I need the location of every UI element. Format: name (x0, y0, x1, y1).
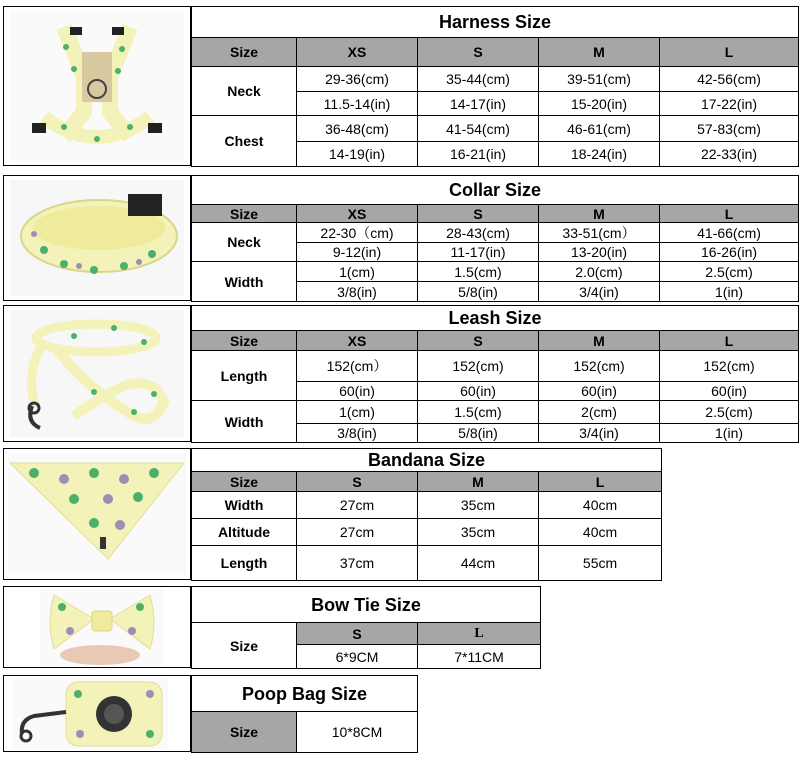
header-m: M (539, 38, 660, 67)
header-xs: XS (297, 331, 418, 351)
header-m: M (539, 331, 660, 351)
cell: 22-33(in) (660, 142, 799, 167)
cell: 57-83(cm) (660, 116, 799, 142)
bandana-size-table (191, 448, 662, 581)
cell: 2.5(cm) (660, 401, 799, 424)
header-xs: XS (297, 38, 418, 67)
row-label-width: Width (192, 401, 297, 443)
harness-title: Harness Size (192, 7, 799, 38)
header-size: Size (192, 331, 297, 351)
cell: 40cm (539, 519, 662, 546)
cell: 3/4(in) (539, 282, 660, 302)
cell: 29-36(cm) (297, 67, 418, 92)
header-s: S (297, 472, 418, 492)
harness-photo-frame (3, 6, 191, 166)
poopbag-photo-frame (3, 675, 191, 752)
cell: 27cm (297, 492, 418, 519)
cell: 60(in) (418, 382, 539, 401)
leash-title: Leash Size (192, 306, 799, 331)
leash-photo-frame (3, 305, 191, 442)
cell: 14-17(in) (418, 92, 539, 116)
cell: 60(in) (660, 382, 799, 401)
row-label-neck: Neck (192, 223, 297, 262)
bowtie-title: Bow Tie Size (192, 587, 541, 623)
cell: 15-20(in) (539, 92, 660, 116)
header-size: Size (192, 205, 297, 223)
cell: 44cm (418, 546, 539, 581)
poopbag-image (4, 676, 190, 751)
header-s: S (418, 205, 539, 223)
header-l: L (660, 205, 799, 223)
bowtie-size-table (191, 586, 541, 669)
poopbag-size-table (191, 675, 418, 753)
leash-image (4, 306, 190, 441)
cell: 3/8(in) (297, 282, 418, 302)
cell: 22-30（cm) (297, 223, 418, 243)
bandana-image (4, 449, 190, 579)
header-size: Size (192, 472, 297, 492)
cell: 55cm (539, 546, 662, 581)
row-label-size: Size (192, 623, 297, 669)
cell: 35cm (418, 519, 539, 546)
cell: 152(cm） (297, 351, 418, 382)
header-size: Size (192, 38, 297, 67)
cell: 3/4(in) (539, 424, 660, 443)
cell: 33-51(cm） (539, 223, 660, 243)
cell: 5/8(in) (418, 424, 539, 443)
cell: 1.5(cm) (418, 262, 539, 282)
leash-size-table (191, 305, 799, 443)
poopbag-title: Poop Bag Size (192, 676, 418, 712)
cell: 2.0(cm) (539, 262, 660, 282)
cell: 60(in) (297, 382, 418, 401)
cell: 35cm (418, 492, 539, 519)
header-l: L (660, 38, 799, 67)
row-label-altitude: Altitude (192, 519, 297, 546)
cell: 1(in) (660, 282, 799, 302)
header-s: S (418, 331, 539, 351)
bandana-title: Bandana Size (192, 449, 662, 472)
harness-size-table (191, 6, 799, 167)
row-label-size: Size (192, 712, 297, 753)
cell: 16-26(in) (660, 243, 799, 262)
collar-title: Collar Size (192, 176, 799, 205)
cell: 6*9CM (297, 645, 418, 669)
cell: 40cm (539, 492, 662, 519)
collar-size-table (191, 175, 799, 302)
cell: 152(cm) (660, 351, 799, 382)
cell: 16-21(in) (418, 142, 539, 167)
header-m: M (539, 205, 660, 223)
cell: 14-19(in) (297, 142, 418, 167)
cell: 37cm (297, 546, 418, 581)
row-label-width: Width (192, 492, 297, 519)
cell: 2.5(cm) (660, 262, 799, 282)
cell: 27cm (297, 519, 418, 546)
cell: 152(cm) (539, 351, 660, 382)
bandana-photo-frame (3, 448, 191, 580)
cell: 1(in) (660, 424, 799, 443)
cell: 2(cm) (539, 401, 660, 424)
cell: 152(cm) (418, 351, 539, 382)
cell: 18-24(in) (539, 142, 660, 167)
cell: 17-22(in) (660, 92, 799, 116)
cell: 13-20(in) (539, 243, 660, 262)
cell: 1(cm) (297, 262, 418, 282)
cell: 36-48(cm) (297, 116, 418, 142)
header-m: M (418, 472, 539, 492)
header-s: S (418, 38, 539, 67)
header-l: L (418, 623, 541, 645)
cell: 9-12(in) (297, 243, 418, 262)
cell: 1.5(cm) (418, 401, 539, 424)
cell: 28-43(cm) (418, 223, 539, 243)
cell: 10*8CM (297, 712, 418, 753)
header-xs: XS (297, 205, 418, 223)
header-l: L (539, 472, 662, 492)
cell: 60(in) (539, 382, 660, 401)
header-s: S (297, 623, 418, 645)
row-label-chest: Chest (192, 116, 297, 167)
harness-image (4, 7, 190, 165)
cell: 3/8(in) (297, 424, 418, 443)
cell: 42-56(cm) (660, 67, 799, 92)
row-label-width: Width (192, 262, 297, 302)
cell: 41-54(cm) (418, 116, 539, 142)
cell: 11-17(in) (418, 243, 539, 262)
row-label-neck: Neck (192, 67, 297, 116)
collar-image (4, 176, 190, 300)
cell: 7*11CM (418, 645, 541, 669)
bowtie-image (4, 587, 190, 667)
row-label-length: Length (192, 546, 297, 581)
row-label-length: Length (192, 351, 297, 401)
cell: 1(cm) (297, 401, 418, 424)
cell: 39-51(cm) (539, 67, 660, 92)
bowtie-photo-frame (3, 586, 191, 668)
collar-photo-frame (3, 175, 191, 301)
cell: 11.5-14(in) (297, 92, 418, 116)
header-l: L (660, 331, 799, 351)
cell: 46-61(cm) (539, 116, 660, 142)
cell: 5/8(in) (418, 282, 539, 302)
cell: 41-66(cm) (660, 223, 799, 243)
cell: 35-44(cm) (418, 67, 539, 92)
